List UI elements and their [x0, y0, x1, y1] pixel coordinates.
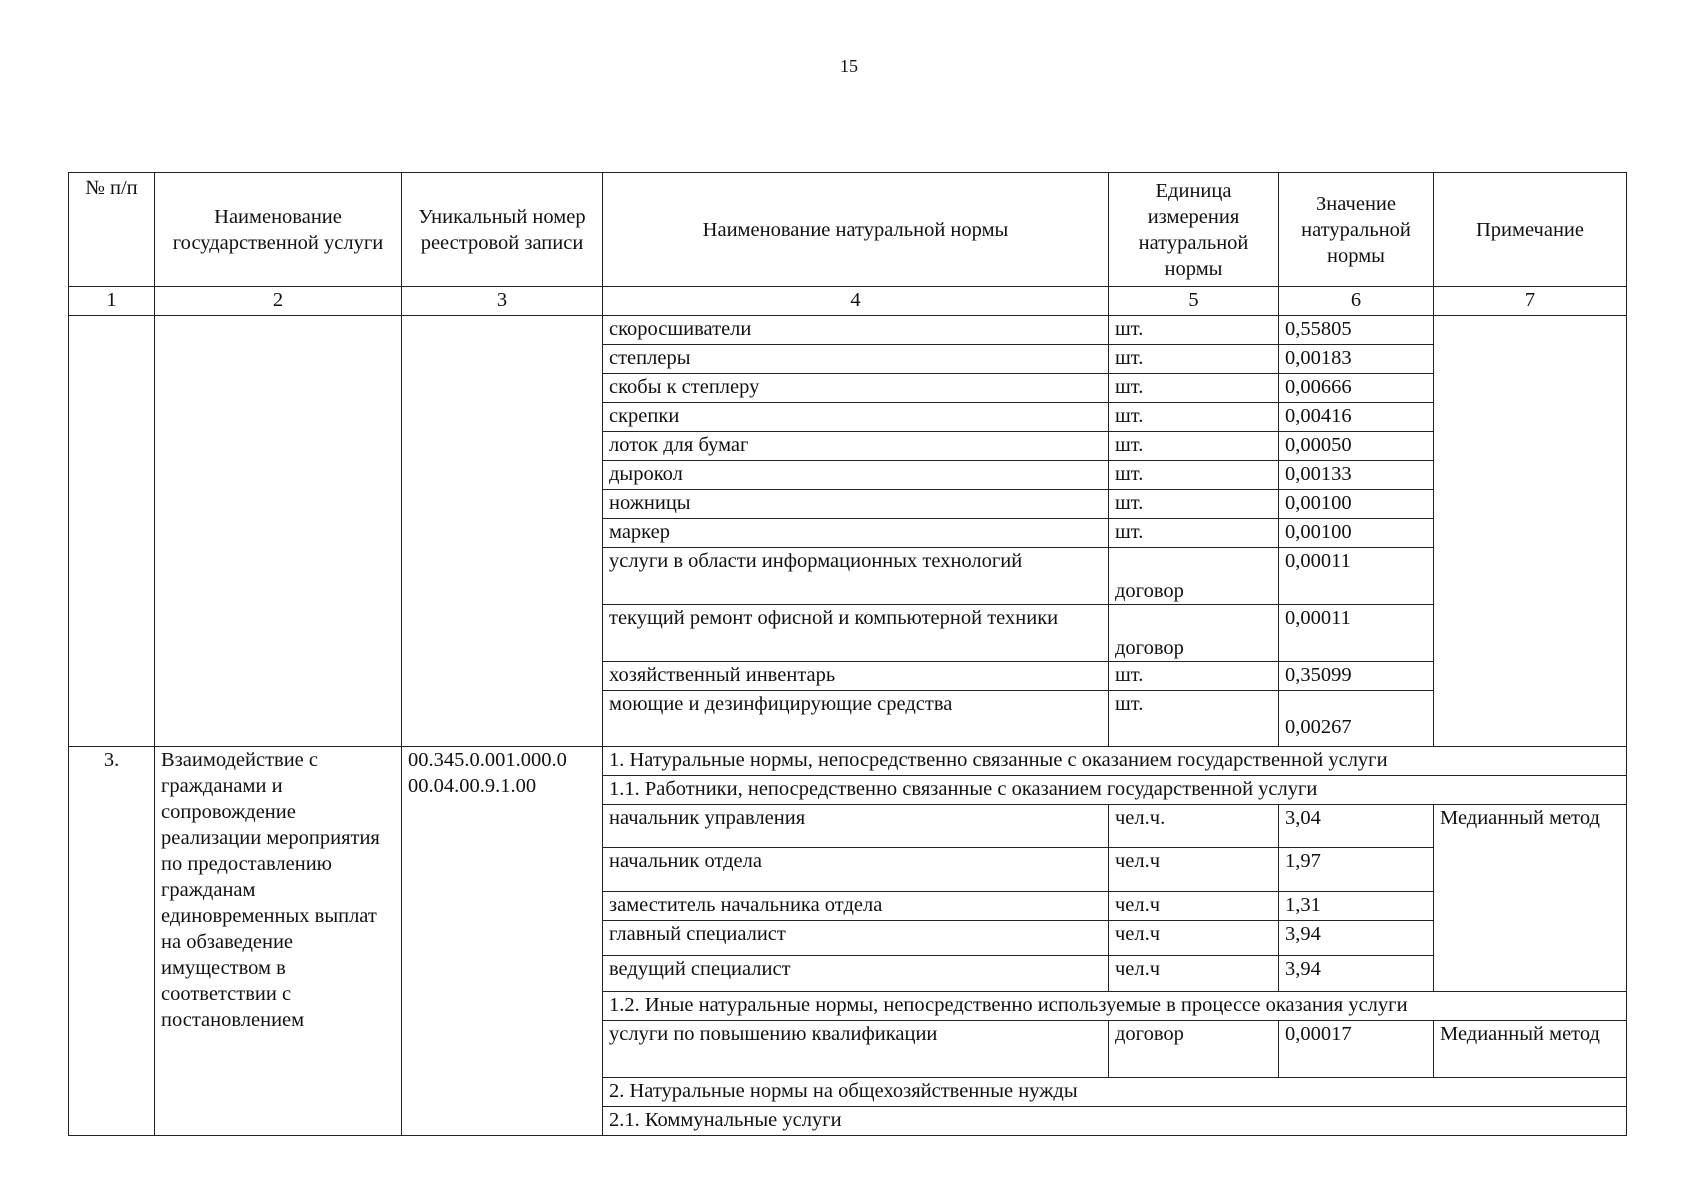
empty-note-cell	[1434, 316, 1627, 747]
norm-value: 0,00011	[1279, 548, 1434, 605]
norm-name: лоток для бумаг	[603, 432, 1109, 461]
column-number: 3	[402, 287, 603, 316]
norm-value: 0,00011	[1279, 605, 1434, 662]
column-number: 2	[155, 287, 402, 316]
natural-norms-table	[68, 172, 1627, 1136]
norm-name: степлеры	[603, 345, 1109, 374]
registry-number	[402, 747, 603, 1136]
norm-unit: шт.	[1109, 316, 1279, 345]
column-number: 6	[1279, 287, 1434, 316]
table-header-row	[69, 173, 1627, 287]
section-heading: 2.1. Коммунальные услуги	[603, 1107, 1627, 1136]
norm-value: 1,31	[1279, 892, 1434, 921]
table-row	[69, 316, 1627, 345]
header-registry-number: Уникальный номер реестровой записи	[402, 173, 603, 287]
service-number: 3.	[69, 747, 155, 1136]
norm-value: 0,35099	[1279, 662, 1434, 691]
registry-number-line: 00.345.0.001.000.0	[408, 749, 567, 771]
norm-name: заместитель начальника отдела	[603, 892, 1109, 921]
norm-value: 0,00183	[1279, 345, 1434, 374]
norm-unit: шт.	[1109, 345, 1279, 374]
norm-unit: шт.	[1109, 461, 1279, 490]
norm-unit: шт.	[1109, 691, 1279, 747]
section-heading: 1.1. Работники, непосредственно связанные с оказанием государственной услуги	[603, 776, 1627, 805]
registry-number-line: 00.04.00.9.1.00	[408, 775, 537, 797]
column-number: 4	[603, 287, 1109, 316]
norm-name: маркер	[603, 519, 1109, 548]
norm-name: дырокол	[603, 461, 1109, 490]
column-number: 5	[1109, 287, 1279, 316]
norm-value: 3,04	[1279, 805, 1434, 848]
table-row	[69, 747, 1627, 776]
empty-cell	[155, 316, 402, 747]
section-heading: 1. Натуральные нормы, непосредственно связанные с оказанием государственной услуги	[603, 747, 1627, 776]
empty-cell	[69, 316, 155, 747]
header-unit: Единица измерения натуральной нормы	[1109, 173, 1279, 287]
page-number: 15	[840, 56, 858, 76]
column-number: 7	[1434, 287, 1627, 316]
norm-unit: шт.	[1109, 403, 1279, 432]
norm-value: 3,94	[1279, 956, 1434, 992]
section-heading: 1.2. Иные натуральные нормы, непосредственно используемые в процессе оказания услуги	[603, 992, 1627, 1021]
norm-name: текущий ремонт офисной и компьютерной техники	[603, 605, 1109, 662]
norm-unit: чел.ч.	[1109, 805, 1279, 848]
norm-unit: шт.	[1109, 490, 1279, 519]
norm-unit: договор	[1109, 548, 1279, 605]
norm-value: 0,00100	[1279, 519, 1434, 548]
norm-name: начальник отдела	[603, 848, 1109, 892]
norm-unit: шт.	[1109, 519, 1279, 548]
norm-name: ножницы	[603, 490, 1109, 519]
norm-value: 0,55805	[1279, 316, 1434, 345]
norm-value: 0,00100	[1279, 490, 1434, 519]
norm-value: 0,00050	[1279, 432, 1434, 461]
norm-unit: шт.	[1109, 662, 1279, 691]
norm-value: 0,00666	[1279, 374, 1434, 403]
norm-name: скоросшиватели	[603, 316, 1109, 345]
norm-unit: договор	[1109, 1021, 1279, 1078]
norm-unit: чел.ч	[1109, 921, 1279, 956]
header-note: Примечание	[1434, 173, 1627, 287]
norm-unit: чел.ч	[1109, 848, 1279, 892]
norm-unit: чел.ч	[1109, 892, 1279, 921]
norm-name: скобы к степлеру	[603, 374, 1109, 403]
norm-name: ведущий специалист	[603, 956, 1109, 992]
header-number: № п/п	[69, 173, 155, 287]
header-service-name: Наименование государственной услуги	[155, 173, 402, 287]
norm-name: моющие и дезинфицирующие средства	[603, 691, 1109, 747]
norm-name: услуги по повышению квалификации	[603, 1021, 1109, 1078]
header-value: Значение натуральной нормы	[1279, 173, 1434, 287]
norm-name: скрепки	[603, 403, 1109, 432]
note-cell: Медианный метод	[1434, 805, 1627, 992]
norm-unit: чел.ч	[1109, 956, 1279, 992]
norm-name: главный специалист	[603, 921, 1109, 956]
norm-value: 0,00133	[1279, 461, 1434, 490]
norm-value: 0,00017	[1279, 1021, 1434, 1078]
column-number-row	[69, 287, 1627, 316]
service-name: Взаимодействие с гражданами и сопровождение реализации мероприятия по предоставлению гражданам единовременных выплат на обзаведение имуществом в соответствии с постановлением	[155, 747, 402, 1136]
empty-cell	[402, 316, 603, 747]
norm-name: начальник управления	[603, 805, 1109, 848]
note-cell: Медианный метод	[1434, 1021, 1627, 1078]
section-heading: 2. Натуральные нормы на общехозяйственные нужды	[603, 1078, 1627, 1107]
norm-unit: договор	[1109, 605, 1279, 662]
column-number: 1	[69, 287, 155, 316]
norm-value: 0,00267	[1279, 691, 1434, 747]
header-norm-name: Наименование натуральной нормы	[603, 173, 1109, 287]
norm-unit: шт.	[1109, 432, 1279, 461]
norm-name: хозяйственный инвентарь	[603, 662, 1109, 691]
norm-value: 0,00416	[1279, 403, 1434, 432]
norm-unit: шт.	[1109, 374, 1279, 403]
norm-value: 1,97	[1279, 848, 1434, 892]
norm-value: 3,94	[1279, 921, 1434, 956]
norm-name: услуги в области информационных технологий	[603, 548, 1109, 605]
